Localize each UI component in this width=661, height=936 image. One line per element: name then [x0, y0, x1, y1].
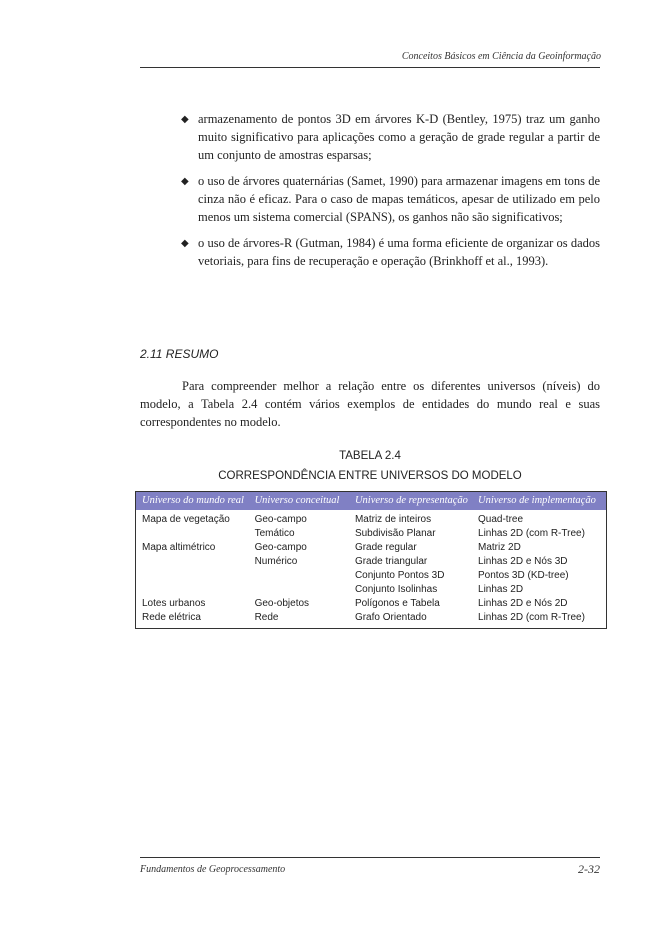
table-cell: Geo-campo — [254, 542, 307, 553]
table-cell — [136, 527, 249, 541]
table-cell: Linhas 2D e Nós 2D — [478, 598, 568, 609]
table-caption: CORRESPONDÊNCIA ENTRE UNIVERSOS DO MODELO — [218, 470, 522, 482]
table-row — [136, 527, 606, 541]
table-cell: Polígonos e Tabela — [354, 598, 440, 609]
table-row — [136, 597, 606, 611]
table-cell: Grade triangular — [354, 556, 428, 567]
table-row — [136, 611, 606, 628]
table-cell: Mapa de vegetação — [142, 514, 230, 525]
correspondence-table — [135, 491, 607, 629]
table-row — [136, 555, 606, 569]
section-heading: 2.11 RESUMO — [140, 347, 219, 361]
column-header: Universo conceitual — [254, 495, 340, 506]
body-paragraph: Para compreender melhor a relação entre os diferentes universos (níveis) do modelo, a Tabela 2.4 contém vários exemplos de entidades do mundo real e suas correspondentes no modelo. — [140, 379, 600, 429]
table-cell: Rede — [254, 612, 279, 623]
table-cell: Geo-campo — [254, 514, 307, 525]
table-cell: Subdivisão Planar — [354, 528, 436, 539]
table-cell: Linhas 2D (com R-Tree) — [478, 528, 585, 539]
table-cell — [136, 555, 249, 569]
header-rule — [140, 67, 600, 68]
table-cell — [249, 583, 349, 597]
table-label: TABELA 2.4 — [339, 450, 401, 462]
bullet-icon: ◆ — [181, 238, 189, 249]
table-row — [136, 569, 606, 583]
table-row — [136, 583, 606, 597]
bullet-text: armazenamento de pontos 3D em árvores K-D (Bentley, 1975) traz um ganho muito significativo para aplicações como a geração de grade regular a partir de um conjunto de amostras esparsas; — [198, 112, 600, 162]
bullet-list — [180, 110, 600, 278]
table-cell: Grafo Orientado — [354, 612, 427, 623]
table-cell — [136, 569, 249, 583]
table-row — [136, 541, 606, 555]
table-cell: Geo-objetos — [254, 598, 310, 609]
table-cell: Linhas 2D — [478, 584, 524, 595]
bullet-text: o uso de árvores quaternárias (Samet, 1990) para armazenar imagens em tons de cinza não é eficaz. Para o caso de mapas temáticos, apesar de utilizado em pelo menos um sistema comercial (SPANS), os ganhos não são significativos; — [198, 174, 600, 224]
table-cell: Mapa altimétrico — [142, 542, 216, 553]
table-cell: Grade regular — [354, 542, 417, 553]
running-header: Conceitos Básicos em Ciência da Geoinformação — [401, 51, 601, 62]
table-cell — [249, 569, 349, 583]
bullet-item — [180, 110, 600, 164]
bullet-text: o uso de árvores-R (Gutman, 1984) é uma forma eficiente de organizar os dados vetoriais, para fins de recuperação e operação (Brinkhoff et al., 1993). — [198, 236, 600, 268]
table-cell: Pontos 3D (KD-tree) — [478, 570, 569, 581]
table-cell: Numérico — [254, 556, 298, 567]
table-cell: Linhas 2D e Nós 3D — [478, 556, 568, 567]
bullet-item — [180, 172, 600, 226]
table-row — [136, 510, 606, 527]
table-cell: Temático — [254, 528, 295, 539]
table-cell: Conjunto Pontos 3D — [354, 570, 445, 581]
table-cell: Matriz 2D — [478, 542, 521, 553]
footer-book-title: Fundamentos de Geoprocessamento — [140, 864, 286, 875]
bullet-icon: ◆ — [181, 176, 189, 187]
bullet-item — [180, 234, 600, 270]
table-cell: Lotes urbanos — [142, 598, 206, 609]
table-cell — [136, 583, 249, 597]
table-header-row — [136, 492, 606, 510]
table-cell: Quad-tree — [478, 514, 524, 525]
column-header: Universo do mundo real — [142, 495, 244, 506]
table-cell: Linhas 2D (com R-Tree) — [478, 612, 585, 623]
page-number: 2-32 — [578, 862, 600, 876]
column-header: Universo de representação — [354, 495, 468, 506]
table-cell: Conjunto Isolinhas — [354, 584, 438, 595]
table-cell: Rede elétrica — [142, 612, 201, 623]
table-cell: Matriz de inteiros — [354, 514, 432, 525]
bullet-icon: ◆ — [181, 114, 189, 125]
column-header: Universo de implementação — [478, 495, 596, 506]
footer-rule — [140, 857, 600, 858]
